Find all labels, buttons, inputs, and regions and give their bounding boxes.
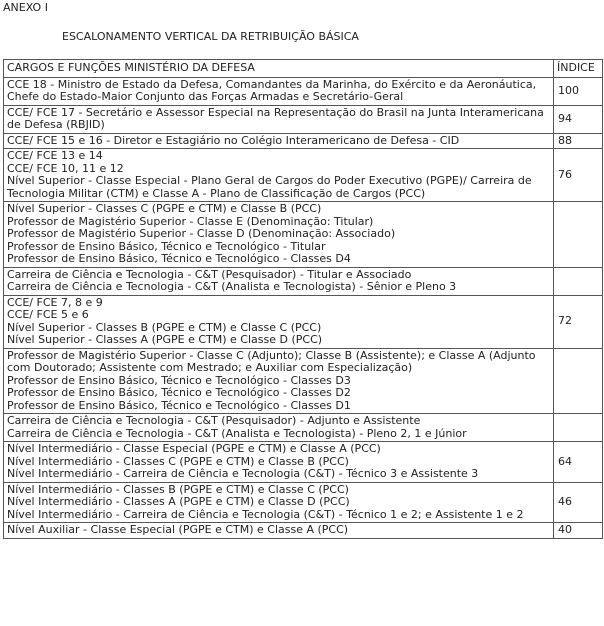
cargo-line: Nível Superior - Classes A (PGPE e CTM) e Classe D (PCC) bbox=[7, 333, 323, 346]
header-indice: ÍNDICE bbox=[554, 60, 603, 78]
table-row bbox=[4, 442, 603, 483]
table-body bbox=[4, 77, 603, 538]
table-row bbox=[4, 133, 603, 149]
cargo-description-cell bbox=[4, 414, 554, 442]
cargo-line: Professor de Magistério Superior - Classe D (Denominação: Associado) bbox=[7, 227, 396, 240]
retribution-table bbox=[3, 59, 603, 539]
cargo-line: Professor de Ensino Básico, Técnico e Tecnológico - Classes D2 bbox=[7, 386, 351, 399]
index-value-cell: 46 bbox=[554, 482, 603, 523]
cargo-line: Nível Superior - Classes C (PGPE e CTM) e Classe B (PCC) bbox=[7, 202, 322, 215]
table-row bbox=[4, 202, 603, 268]
cargo-line: Nível Intermediário - Classes C (PGPE e CTM) e Classe B (PCC) bbox=[7, 454, 349, 468]
cargo-line: Nível Intermediário - Carreira de Ciência e Tecnologia (C&T) - Técnico 1 e 2; e Assistente 1 e 2 bbox=[7, 507, 524, 521]
table-row bbox=[4, 523, 603, 539]
index-value-cell: 76 bbox=[554, 149, 603, 202]
cargo-line: CCE/ FCE 13 e 14 bbox=[7, 149, 103, 162]
cargo-line: CCE/ FCE 10, 11 e 12 bbox=[7, 161, 124, 175]
index-value-cell: 94 bbox=[554, 105, 603, 133]
cargo-line: Carreira de Ciência e Tecnologia - C&T (Pesquisador) - Titular e Associado bbox=[7, 267, 412, 281]
cargo-line: Nível Intermediário - Classes B (PGPE e CTM) e Classe C (PCC) bbox=[7, 482, 349, 496]
cargo-description-cell bbox=[4, 105, 554, 133]
table-row bbox=[4, 348, 603, 414]
cargo-line: Nível Superior - Classes B (PGPE e CTM) e Classe C (PCC) bbox=[7, 320, 322, 334]
cargo-line: Professor de Magistério Superior - Classe C (Adjunto); Classe B (Assistente); e Classe A (Adjunto com Doutorado; Assistente com Mestrado; e Auxiliar com Especialização) bbox=[7, 348, 536, 374]
document-title: ESCALONAMENTO VERTICAL DA RETRIBUIÇÃO BÁSICA bbox=[62, 30, 359, 43]
table-row bbox=[4, 77, 603, 105]
cargo-description-cell bbox=[4, 523, 554, 539]
cargo-line: Nível Intermediário - Classes A (PGPE e CTM) e Classe D (PCC) bbox=[7, 495, 350, 508]
table-row bbox=[4, 105, 603, 133]
table-row bbox=[4, 295, 603, 348]
cargo-line: Professor de Ensino Básico, Técnico e Tecnológico - Classes D4 bbox=[7, 252, 351, 265]
cargo-line: CCE/ FCE 17 - Secretário e Assessor Especial na Representação do Brasil na Junta Interamericana de Defesa (RBJID) bbox=[7, 105, 544, 131]
cargo-description-cell bbox=[4, 149, 554, 202]
cargo-description-cell bbox=[4, 348, 554, 414]
index-value-cell: 64 bbox=[554, 442, 603, 483]
cargo-line: Nível Superior - Classe Especial - Plano Geral de Cargos do Poder Executivo (PGPE)/ Carreira de Tecnologia Militar (CTM) e Classe A - Plano de Classificação de Cargos (PCC) bbox=[7, 174, 532, 200]
index-value-cell bbox=[554, 348, 603, 414]
cargo-line: CCE/ FCE 5 e 6 bbox=[7, 308, 89, 321]
table-row bbox=[4, 414, 603, 442]
index-value-cell bbox=[554, 202, 603, 268]
header-cargos-funcoes: CARGOS E FUNÇÕES MINISTÉRIO DA DEFESA bbox=[4, 60, 554, 78]
cargo-line: Carreira de Ciência e Tecnologia - C&T (Analista e Tecnologista) - Sênior e Pleno 3 bbox=[7, 280, 457, 293]
index-value-cell bbox=[554, 414, 603, 442]
index-value-cell bbox=[554, 267, 603, 295]
cargo-description-cell bbox=[4, 77, 554, 105]
cargo-line: Nível Auxiliar - Classe Especial (PGPE e CTM) e Classe A (PCC) bbox=[7, 523, 349, 536]
index-value-cell: 100 bbox=[554, 77, 603, 105]
cargo-description-cell bbox=[4, 295, 554, 348]
cargo-line: CCE/ FCE 15 e 16 - Diretor e Estagiário no Colégio Interamericano de Defesa - CID bbox=[7, 133, 460, 147]
index-value-cell: 40 bbox=[554, 523, 603, 539]
index-value-cell: 72 bbox=[554, 295, 603, 348]
cargo-description-cell bbox=[4, 482, 554, 523]
index-value-cell: 88 bbox=[554, 133, 603, 149]
cargo-description-cell bbox=[4, 442, 554, 483]
table-row bbox=[4, 482, 603, 523]
cargo-line: Nível Intermediário - Carreira de Ciência e Tecnologia (C&T) - Técnico 3 e Assistente 3 bbox=[7, 467, 479, 480]
cargo-line: Professor de Ensino Básico, Técnico e Tecnológico - Classes D1 bbox=[7, 398, 351, 412]
cargo-line: Carreira de Ciência e Tecnologia - C&T (Analista e Tecnologista) - Pleno 2, 1 e Júnior bbox=[7, 426, 467, 440]
cargo-description-cell bbox=[4, 267, 554, 295]
cargo-description-cell bbox=[4, 202, 554, 268]
table-row bbox=[4, 267, 603, 295]
table-row bbox=[4, 149, 603, 202]
cargo-line: CCE 18 - Ministro de Estado da Defesa, Comandantes da Marinha, do Exército e da Aeronáutica, Chefe do Estado-Maior Conjunto das Forças Armadas e Secretário-Geral bbox=[7, 77, 537, 103]
cargo-line: Professor de Ensino Básico, Técnico e Tecnológico - Titular bbox=[7, 239, 326, 253]
cargo-line: Professor de Ensino Básico, Técnico e Tecnológico - Classes D3 bbox=[7, 373, 351, 387]
cargo-line: Professor de Magistério Superior - Classe E (Denominação: Titular) bbox=[7, 214, 374, 228]
cargo-description-cell bbox=[4, 133, 554, 149]
cargo-line: Nível Intermediário - Classe Especial (PGPE e CTM) e Classe A (PCC) bbox=[7, 442, 381, 455]
cargo-line: Carreira de Ciência e Tecnologia - C&T (Pesquisador) - Adjunto e Assistente bbox=[7, 414, 421, 427]
table-header-row bbox=[4, 60, 603, 78]
annex-label: ANEXO I bbox=[3, 1, 48, 14]
cargo-line: CCE/ FCE 7, 8 e 9 bbox=[7, 295, 103, 309]
